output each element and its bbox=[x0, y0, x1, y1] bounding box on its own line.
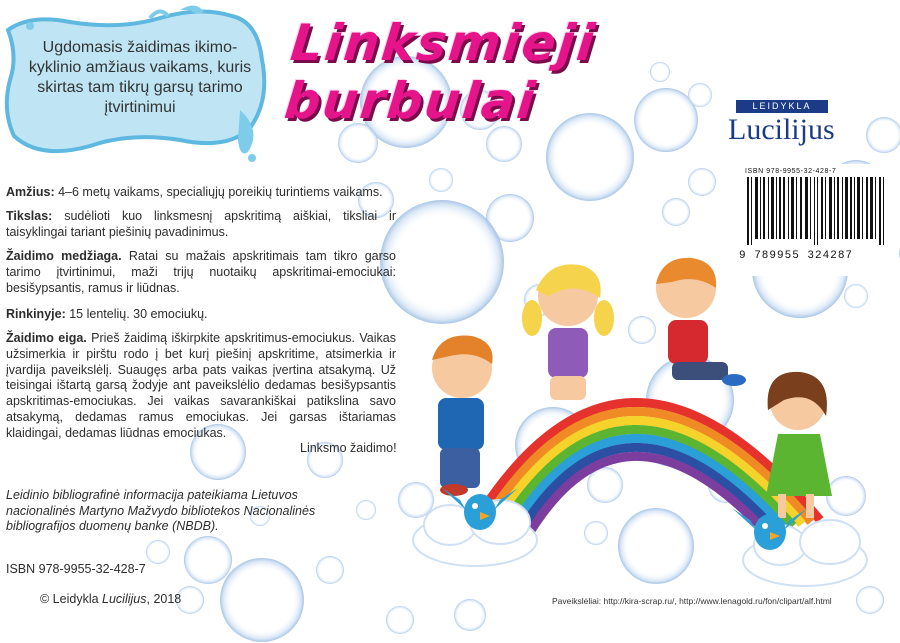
play-paragraph bbox=[6, 331, 396, 442]
barcode-number: 9 789955 324287 bbox=[739, 250, 854, 262]
copyright-year: , 2018 bbox=[146, 592, 182, 606]
rainbow-illustration bbox=[400, 240, 870, 590]
publisher-logo bbox=[728, 100, 835, 166]
set-paragraph bbox=[6, 307, 396, 323]
age-text: 4–6 metų vaikams, specialiųjų poreikių turintiems vaikams. bbox=[54, 185, 383, 199]
set-label: Rinkinyje: bbox=[6, 307, 66, 321]
play-text: Prieš žaidimą iškirpkite apskritimus-emociukus. Vaikas užsimerkia ir pirštu rodo į bet kurį piešinį apskritime, atsimerkia ir įvardija paveikslėlį. Suaugęs arba pats vaikas įvertina atsakymą. Už teisingai ištartą garsą žodyje ant paveikslėlio dedamas besišypsantis apskritimas-emociukas. Jei vaikas savarankiškai patikslina savo atsakymą, dedamas ramus emociukas. Jei garsas ištariamas klaidingai, dedamas liūdnas emociukas. bbox=[6, 331, 396, 440]
copyright bbox=[40, 592, 181, 606]
closing-text: Linksmo žaidimo! bbox=[300, 441, 397, 455]
material-label: Žaidimo medžiaga. bbox=[6, 249, 122, 263]
goal-label: Tikslas: bbox=[6, 209, 53, 223]
isbn-text: ISBN 978-9955-32-428-7 bbox=[6, 562, 146, 576]
material-text: Ratai su mažais apskritimais tam tikro garso tarimo įtvirtinimui, maži trijų nuotaikų apskritimai-emociukai: besišypsantis, ramus ir liūdnas. bbox=[6, 249, 396, 295]
age-label: Amžius: bbox=[6, 185, 55, 199]
page-title: Linksmieji burbulai bbox=[281, 14, 600, 130]
boy-left-figure bbox=[432, 336, 493, 497]
goal-paragraph bbox=[6, 209, 396, 241]
set-text: 15 lentelių. 30 emociukų. bbox=[65, 307, 208, 321]
material-paragraph bbox=[6, 249, 396, 296]
publisher-logo-name: Lucilijus bbox=[728, 113, 835, 146]
publisher-logo-label: LEIDYKLA bbox=[736, 100, 828, 113]
image-credits: Paveikslėliai: http://kira-scrap.ru/, http://www.lenagold.ru/fon/clipart/alf.html bbox=[552, 596, 832, 606]
copyright-prefix: © Leidykla bbox=[40, 592, 103, 606]
girl-blonde-figure bbox=[522, 264, 614, 400]
boy-right-figure bbox=[656, 258, 746, 386]
barcode bbox=[743, 177, 893, 245]
play-label: Žaidimo eiga. bbox=[6, 331, 87, 345]
copyright-publisher: Lucilijus bbox=[102, 592, 147, 606]
bibliographic-note: Leidinio bibliografinė informacija pateikiama Lietuvos nacionalinės Martyno Mažvydo bibliotekos Nacionalinės bibliografijos duomenų banke (NBDB). bbox=[6, 488, 316, 533]
goal-text: sudėlioti kuo linksmesnį apskritimą aiškiai, tiksliai ir taisyklingai tariant piešinių pavadinimus. bbox=[6, 209, 396, 239]
tagline: Ugdomasis žaidimas ikimo-kyklinio amžiaus vaikams, kuris skirtas tam tikrų garsų tarimo įtvirtinimui bbox=[28, 39, 252, 116]
barcode-isbn-label: ISBN 978-9955-32-428-7 bbox=[745, 168, 837, 175]
age-paragraph bbox=[6, 185, 396, 201]
